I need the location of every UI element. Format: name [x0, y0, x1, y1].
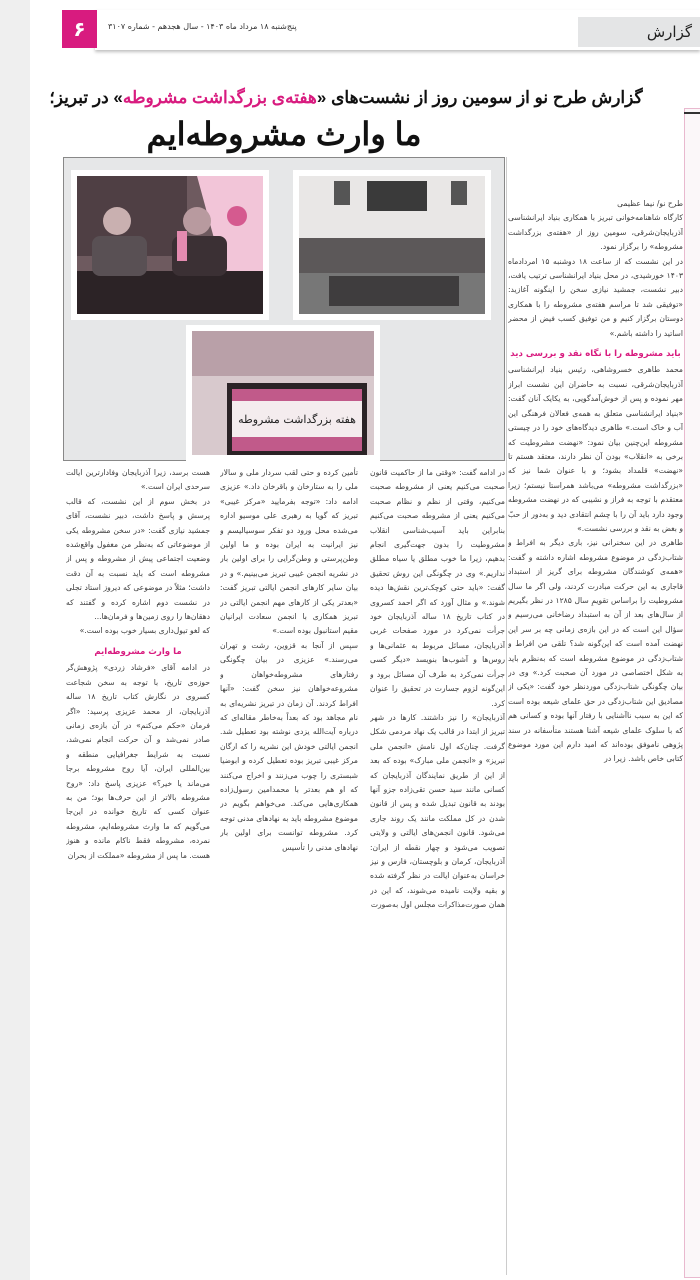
- subheading: ما وارث مشروطه‌ایم: [94, 646, 182, 657]
- kicker-text: گزارش طرح نو از سومین روز از نشست‌های «: [316, 88, 643, 107]
- photo-audience-banner: [186, 325, 380, 461]
- column-divider: [506, 157, 507, 1275]
- photo-collage: [63, 157, 505, 461]
- paragraph: طاهری در این سخنرانی نیز، باری دیگر به افراط و شتاب‌زدگی در موضوع مشروطه اشاره داشته و گفت: «همه‌ی کوشندگان مشروطه برای گریز از استبداد قاجاری به این حرکت مبادرت کردند، ولی اگر ما سال مشروطیت را براساس تقویمِ سال ۱۲۸۵ در نظر بگیریم از سال‌های بعد از آن به استبداد رضاخانی می‌رسیم و سؤال این است که در این بازه‌ی زمانی چه بر سر این نهضت آمده است که این‌گونه شد؟ تلقی من افراط و شتاب‌زدگی در موضوع مشروطه است که به‌نظرم باید به شکل اختصاصی در مورد آن صحبت کرد.» وی در بیان چگونگی شتاب‌زدگی موردنظر خود گفت: «یکی از مصادیق این شتاب‌زدگی در حق علمای شیعه بوده است که این به سبب ناآشنایی با رفتار آنها بوده و کسانی هم که با سلوک علمای شیعه آشنا هستند متأسفانه در سند پژوهی ناموفق بوده‌اند که امید دارم این مورد موضوع کتابی خاص باشد. زیرا در: [508, 538, 683, 764]
- article-kicker: [10, 86, 682, 110]
- photo-speakers: [71, 170, 269, 320]
- paragraph: که لغو تیول‌داری بسیار خوب بوده است.»: [79, 626, 210, 636]
- group-image: [299, 176, 485, 314]
- photo-group: [293, 170, 491, 320]
- sidebar-rule: [684, 112, 700, 114]
- subheading: باید مشروطه را با نگاه نقد و بررسی دید: [510, 349, 681, 360]
- right-column: [508, 197, 683, 1275]
- dateline: پنج‌شنبه ۱۸ مرداد ماه ۱۴۰۳ - سال هجدهم - شماره ۳۱۰۷: [108, 22, 297, 31]
- column-1: [370, 466, 505, 1274]
- article-title: ما وارث مشروطه‌ایم: [146, 116, 422, 152]
- speakers-image: [77, 176, 263, 314]
- paragraph: در بخش سوم از این نشست، که قالب پرسش و پاسخ داشت، دبیر نشست، آقای جمشید نیازی گفت: «در سخن مشروطه یکی از موضوعاتی که به‌نظر من مغفول واقع‌شده وضعیت اجتماعی پیش از مشروطه و پس از مشروطه است که باید نسبت به آن دقت داشت؛ مثلاً در موضوعی که دیروز استاد تجلی در نشست دوم اشاره کرده و گفتند که دهقان‌ها را روی زمین‌ها و فرمان‌ها...: [66, 496, 210, 622]
- section-label: گزارش: [578, 17, 700, 47]
- paragraph: تأمین کرده و حتی لقب سردار ملی و سالار ملی را به ستارخان و باقرخان داد.» عزیزی ادامه داد: «توجه بفرمایید «مرکز غیبی» تبریز که گویا به رهبری علی موسیو اداره می‌شده محل ورود دو تفکر سوسیالیسم و نیز ایرانیت به ایران بوده و ما اولین وطن‌پرستی و وطن‌گرایی را برای اولین بار در نشریه انجمن غیبی تبریز می‌بینیم.» و در بیان سایر کارهای انجمن ایالتی تبریز گفت: «بعدتر یکی از کارهای مهم انجمن ایالتی در تبریز همکاری با انجمن سعادت ایرانیان مقیم استانبول بوده است.»: [220, 468, 358, 636]
- paragraph: در ادامه آقای «فرشاد زردی» پژوهش‌گر حوزه‌ی تاریخ، با توجه به سخن شجاعت کسروی در نگارش کتاب تاریخ ۱۸ ساله آذربایجان، از محمد عزیزی پرسید: «اگر فرمان «حکم می‌کنم» در آن بازه‌ی زمانی صادر نمی‌شد و آن حرکت انجام نمی‌شد، نسبت به شرایط جغرافیایی منطقه و بین‌المللی ایران، آیا روح مشروطه برجا می‌ماند یا خیر؟» عزیزی پاسخ داد: «روح مشروطه بالاتر از این حرف‌ها بود؛ من به عنوان کسی که تاریخ خوانده در این‌جا می‌گویم که ما وارث مشروطه‌ایم، مشروطه نمرده، مشروطه فقط ناکام مانده و هنوز هست. ما پس از مشروطه «مملکت از بحران: [66, 663, 210, 860]
- banner-image: [192, 331, 374, 455]
- adjacent-sidebar-box: [684, 108, 700, 1278]
- kicker-highlight: هفته‌ی بزرگداشت مشروطه: [122, 88, 317, 107]
- paragraph: هست برسد، زیرا آذربایجان وفادارترین ایالت سرحدی ایران است.»: [66, 468, 210, 492]
- paragraph: در این نشست که از ساعت ۱۸ دوشنبه ۱۵ امردادماه ۱۴۰۳ خورشیدی، در محل بنیاد ایرانشناسی ترتیب یافت، دبیر نشست، جمشید نیازی سخن را اینگونه آغازید: «توفیقی شد تا مراسم هفته‌ی مشروطه را با همکاری دوستان برگزار کنیم و من توفیق کسب فیض از محضر اساتید را داشته باشم.»: [508, 256, 683, 338]
- column-3: [66, 466, 210, 1274]
- paragraph: در ادامه گفت: «وقتی ما از حاکمیت قانون صحبت می‌کنیم یعنی از مشروطه صحبت می‌کنیم، وقتی از نظم و نظام صحبت می‌کنیم یعنی از مشروطه صحبت می‌کنیم بنابراین باید آسیب‌شناسی انقلاب مشروطیت را بدون جهت‌گیری انجام بدهیم، زیرا ما خوب مطلق یا سیاه مطلق نداریم.» وی در چگونگی این روش تحقیق گفت: «باید حتی کوچک‌ترین نقش‌ها دیده شوند.» و مثال آورد که اگر احمد کسروی در کتاب تاریخ ۱۸ ساله آذربایجان خود جرأت نمی‌کرد در مورد صفحات غربی آذربایجان، مسائل مربوط به عثمانی‌ها و روس‌ها و آشوب‌ها بنویسد «دیگر کسی جرأت نمی‌کرد به طرف آن مسائل برود و این‌گونه لزوم جسارت در تحقیق را عنوان کرد.: [370, 468, 505, 708]
- kicker-text-end: » در تبریز؛: [49, 88, 123, 107]
- banner-caption: هفته بزرگداشت مشروطه: [238, 413, 356, 426]
- byline: طرح نو/ نیما عظیمی: [617, 199, 683, 208]
- paragraph: آذربایجان» را نیز داشتند. کارها در شهر تبریز از ابتدا در قالب یک نهاد مردمی شکل گرفت. چنان‌که اول نامش «انجمن ملی تبریز» و «انجمن ملی مبارک» بوده که بعد از این از طریق نمایندگان آذربایجان که کسانی مانند سید حسن تقی‌زاده جزو آنها بودند به قانون تبدیل شده و پس از قانون شدن در کل مملکت مانند یک روند جاری می‌شود. قانون انجمن‌های ایالتی و ولایتی تصویب می‌شود و چهار نقطه از ایران: آذربایجان، کرمان و بلوچستان، فارس و نیز خراسان به‌عنوان ایالت در نظر گرفته شده و بقیه ولایت نامیده می‌شوند، که این در همان صورت‌مذاکرات مجلس اول به‌صورت: [370, 712, 505, 910]
- paragraph: کارگاه شاهنامه‌خوانی تبریز با همکاری بنیاد ایرانشناسی آذربایجان‌شرقی، سومین روز از «هفته‌ی بزرگداشت مشروطه» را برگزار نمود.: [508, 213, 683, 252]
- page-number: ۶: [62, 10, 97, 48]
- column-2: [220, 466, 358, 1274]
- paragraph: محمد طاهری خسروشاهی، رئیس بنیاد ایرانشناسی آذربایجان‌شرقی، نسبت به حاضران این نشست ابراز مهر نموده و پس از خوش‌آمدگویی، به یکایک آنان گفت: «بنیاد ایرانشناسی متعلق به همه‌ی فعالان فرهنگی این آب و خاک است.» طاهری دیدگاه‌های خود را در چیستی مشروطه این‌چنین بیان نمود: «نهضت مشروطیت که برخی به «انقلاب» بودن آن نظر دارند، معتقد هستم تا «نهضت» قلمداد بشود؛ و با عنوان شما نیز که «بزرگداشت مشروطه» می‌باشد همراستا نیستم؛ زیرا معتقدم با توجه به فراز و نشیبی که در نهضت مشروطه وجود دارد باید آن را با چشم انتقادی دید و به‌دور از حبّ و بغض به نقد و بررسی نشست.»: [508, 365, 683, 533]
- paragraph: سپس از آنجا به قزوین، رشت و تهران می‌رسند.» عزیزی در بیان چگونگی رفتارهای مشروطه‌خواهان و مشروعه‌خواهان نیز سخن گفت: «آنها افراط کردند. آن زمان در تبریز نشریه‌ای به نام مجاهد بود که بعداً به‌خاطر مقاله‌ای که درباره آیت‌الله یزدی نوشته بود تعطیل شد. انجمن ایالتی خودش این نشریه را که ارگان مرکز غیبی تبریز بوده تعطیل کرده و ابوضیا شبستری را چوب می‌زنند و اخراج می‌کنند که او هم بعدتر با محمدامین رسول‌زاده همکاری‌هایی می‌کند. می‌خواهم بگویم در موضوع مشروطه باید به نهادهای مدنی توجه کرد. مشروطه توانست برای اولین بار نهادهای مدنی را تأسیس: [220, 640, 358, 852]
